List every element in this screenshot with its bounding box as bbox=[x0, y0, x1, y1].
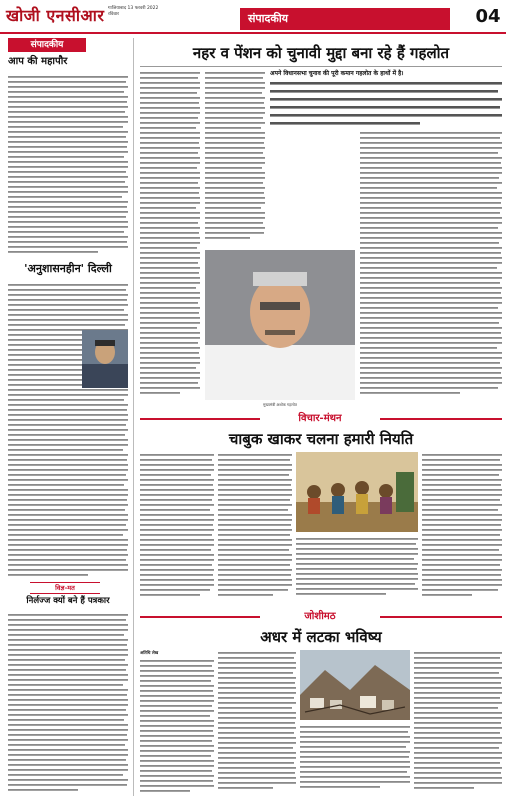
painting-illustration bbox=[296, 452, 418, 532]
joshimath-rule-left bbox=[140, 616, 260, 618]
article2-title: 'अनुशासनहीन' दिल्ली bbox=[24, 262, 112, 275]
lead-body-col3 bbox=[360, 130, 502, 400]
joshimath-body-col3 bbox=[300, 724, 410, 796]
column-divider bbox=[133, 38, 134, 796]
vichar-body-col2 bbox=[218, 452, 292, 602]
portrait-photo bbox=[82, 330, 128, 388]
lead-rule bbox=[140, 66, 502, 67]
lead-photo bbox=[205, 250, 355, 400]
text-lines bbox=[300, 724, 410, 796]
vichar-body-col3 bbox=[422, 452, 502, 602]
joshimath-rule-right bbox=[380, 616, 502, 618]
text-lines bbox=[360, 130, 502, 400]
masthead-date: गाजियाबाद 13 फरवरी 2022 bbox=[108, 6, 159, 11]
joshimath-headline: अधर में लटका भविष्य bbox=[260, 628, 382, 646]
brand-logo: खोजी एनसीआर bbox=[6, 6, 105, 25]
vichar-band: विचार-मंथन bbox=[298, 413, 342, 424]
vichar-rule-right bbox=[380, 418, 502, 420]
masthead bbox=[0, 0, 506, 34]
text-lines bbox=[140, 452, 214, 602]
text-lines bbox=[8, 282, 128, 582]
landscape-photo bbox=[300, 650, 410, 720]
vichar-illustration bbox=[296, 452, 418, 532]
editorial-title: आप की महापौर bbox=[8, 56, 68, 67]
text-lines bbox=[140, 658, 214, 796]
editorial-body bbox=[8, 74, 128, 254]
text-lines bbox=[270, 80, 502, 128]
section-tab: संपादकीय bbox=[240, 8, 450, 30]
article3-body bbox=[8, 612, 128, 796]
lead-headline: नहर व पेंशन को चुनावी मुद्दा बना रहे हैं गहलोत bbox=[192, 44, 450, 62]
lead-intro-body bbox=[270, 80, 502, 128]
portrait-photo bbox=[205, 250, 355, 400]
text-lines bbox=[8, 74, 128, 254]
masthead-day: रविवार bbox=[108, 12, 120, 17]
lead-intro: अपने विधानसभा चुनाव की पूरी कमान गहलोत के हाथों में है। bbox=[270, 70, 404, 77]
joshimath-byline: अतिथि लेख bbox=[140, 650, 159, 655]
masthead-meta bbox=[108, 6, 158, 18]
article3-label: विज्ञ-मत bbox=[30, 582, 100, 594]
vichar-rule-left bbox=[140, 418, 260, 420]
editorial-label: संपादकीय bbox=[8, 38, 86, 52]
article2-body bbox=[8, 282, 128, 582]
vichar-body-col1 bbox=[140, 452, 214, 602]
vichar-headline: चाबुक खाकर चलना हमारी नियति bbox=[228, 430, 414, 448]
lead-photo-caption: मुख्यमंत्री अशोक गहलोत bbox=[263, 402, 297, 407]
joshimath-body-col1 bbox=[140, 658, 214, 796]
text-lines bbox=[218, 452, 292, 602]
text-lines bbox=[218, 650, 296, 796]
joshimath-body-col2 bbox=[218, 650, 296, 796]
page-number: 04 bbox=[475, 6, 501, 27]
text-lines bbox=[140, 70, 200, 400]
vichar-body-col4 bbox=[296, 536, 418, 602]
text-lines bbox=[422, 452, 502, 602]
text-lines bbox=[296, 536, 418, 602]
lead-body-col1 bbox=[140, 70, 200, 400]
joshimath-band: जोशीमठ bbox=[304, 611, 336, 622]
joshimath-body-col4 bbox=[414, 650, 502, 796]
article3-title: निर्लज्ज क्यों बने हैं पत्रकार bbox=[26, 596, 110, 606]
text-lines bbox=[205, 70, 265, 245]
text-lines bbox=[8, 612, 128, 796]
joshimath-photo bbox=[300, 650, 410, 720]
header-rule bbox=[0, 32, 506, 34]
article2-photo bbox=[82, 330, 128, 388]
lead-body-col2 bbox=[205, 70, 265, 245]
text-lines bbox=[414, 650, 502, 796]
